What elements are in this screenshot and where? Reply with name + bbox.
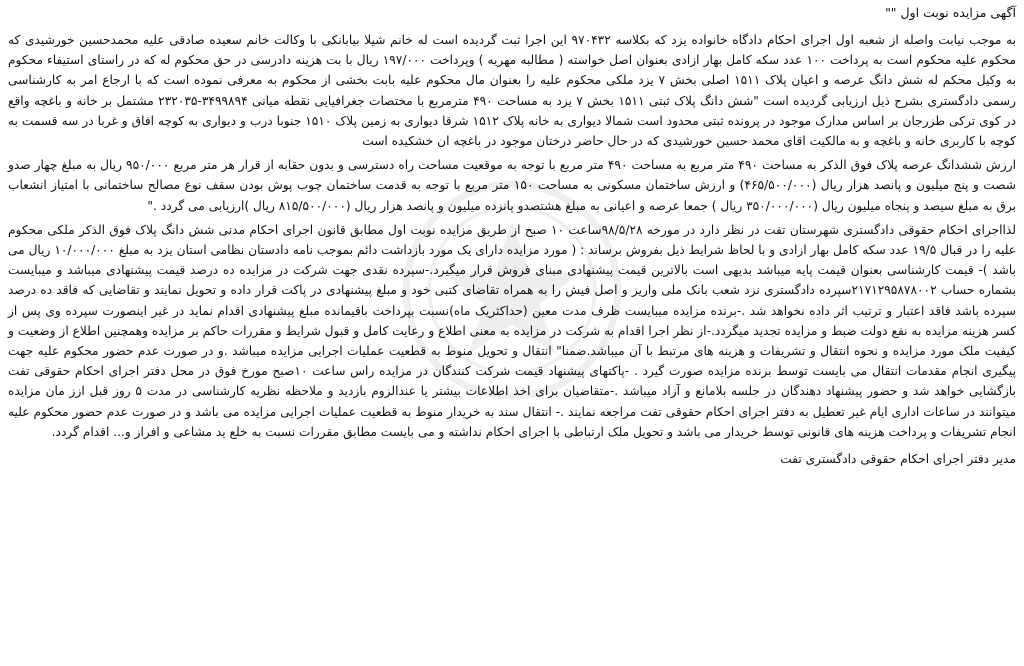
notice-paragraph-auction-terms: لذااجرای احکام حقوقی دادگستری شهرستان تفت در نظر دارد در مورخه ۹۸/۵/۲۸ساعت ۱۰ صبح از طریق مزایده نوبت اول مطابق قانون اجرای احکام مدنی شش دانگ پلاک فوق الذکر ملکی محکوم علیه را در قبال ۱۹/۵ عدد سکه کامل بهار ازادی و با لحاظ شرایط ذیل بفروش برساند : ( مورد مزایده دارای یک مورد بازداشت دائم بموجب نامه دادستان نظامی استان یزد به مبلغ ۱۰/۰۰۰/۰۰۰ ریال می باشد )- قیمت کارشناسی بعنوان قیمت پایه میباشد بدیهی است بالاترین قیمت پیشنهادی مبنای فروش قرار میگیرد.-سپرده نقدی جهت شرکت در مزایده ده درصد قیمت پیشنهادی میباشد و میبایست بشماره حساب ۲۱۷۱۲۹۵۸۷۸۰۰۲سپرده دادگستری نزد شعب بانک ملی واریز و اصل فیش را به همراه تقاضای کتبی خود و مبلغ پیشنهادی در پاکت قرار داده و تحویل نمایند و تقاضایی که فاقد ده درصد سپرده باشد فاقد اعتبار و ترتیب اثر داده نخواهد شد .-برنده مزایده میبایست ظرف مدت معین (حداکثریک ماه)نسبت بپرداخت باقیمانده مبلغ پیشنهادی اقدام نماید در غیر اینصورت سپرده وی پس از کسر هزینه مزایده به نفع دولت ضبط و مزایده تجدید میگردد.-از نظر اجرا اقدام به شرکت در مزایده به معنی اطلاع و رعایت کامل و قبول شرایط و مقررات حاکم بر مزایده وهمچنین اطلاع از وضعیت و کیفیت ملک مورد مزایده و نحوه انتقال و تشریفات و هزینه های مرتبط با آن میباشد.ضمنا" انتقال و تحویل منوط به قطعیت عملیات اجرایی مزایده میباشد .و در صورت عدم حضور محکوم علیه جهت پیگیری انجام مقدمات انتقال می بایست توسط برنده مزایده صورت گیرد . -پاکتهای پیشنهاد قیمت شرکت کنندگان در مزایده راس ساعت ۱۰صبح مورخ فوق در محل دفتر اجرای احکام حقوقی تفت بازگشایی خواهد شد و حضور پیشنهاد دهندگان در جلسه بلامانع و آزاد میباشد .-متقاضیان برای اخذ اطلاعات بیشتر یا عندالزوم بازدید و ملاحظه نظریه کارشناسی در مدت ۵ روز قبل ازز مان مزایده میتوانند در ساعات اداری ایام غیر تعطیل به دفتر اجرای احکام حقوقی تفت مراجعه نمایند .- انتقال سند به خریدار منوط به قطعیت عملیات اجرایی مزایده می باشد و در صورت عدم حضور محکوم علیه انجام تشریفات و پرداخت هزینه های قانونی توسط خریدار می باشد و تحویل ملک ارتباطی با اجرای احکام نداشته و می بایست مطابق مقررات نسبت به خلع ید مشاعی و افراز و... اقدام گردد. — [8, 222, 1017, 439]
notice-title: آگهی مزایده نوبت اول "" — [885, 5, 1016, 20]
notice-signature: مدیر دفتر اجرای احکام حقوقی دادگستری تفت — [780, 452, 1016, 467]
notice-paragraph-case: به موجب نیابت واصله از شعبه اول اجرای احکام دادگاه خانواده یزد که بکلاسه ۹۷۰۴۳۲ این اجرا ثبت گردیده است له خانم شیلا بیابانکی با وکالت خانم سعیده صادقی علیه محمدحسین خورشیدی که محکوم علیه محکوم است به پرداخت ۱۰۰ عدد سکه کامل بهار ازادی بعنوان اصل خواسته ( مطالبه مهریه ) وپرداخت ۱۹۷/۰۰۰ ریال با بت هزینه دادرسی در حق محکوم له که در راستای استیفاء محکوم به وکیل محکم له شش دانگ عرصه و اعیان پلاک ۱۵۱۱ اصلی بخش ۷ یزد ملکی محکوم علیه را بعنوان مال محکوم علیه بابت بخشی از محکوم به معرفی نموده است که با ارجاع امر به کارشناسی رسمی دادگستری بشرح ذیل ارزیابی گردیده است "شش دانگ پلاک ثبتی ۱۵۱۱ بخش ۷ یزد به مساحت ۴۹۰ مترمربع با مختصات جغرافیایی نقطه میانی ۳۴۹۹۸۹۴-۲۳۲۰۳۵ مشتمل بر خانه و باغچه واقع در کوی ترکی طزرجان بر اساس مدارک موجود در پرونده ثبتی محدود است شمالا دیواری به خانه پلاک ۱۵۱۲ شرقا دیواری به زمین پلاک ۱۵۱۰ جنوبا درب و دیواری به کوچه افاق و غربا در سه قسمت به کوچه با کاربری خانه و باغچه و به مالکیت اقای محمد حسین خورشیدی که در حال حاضر درختان موجود در باغچه ان خشکیده است — [8, 33, 1017, 149]
notice-paragraph-valuation: ارزش ششدانگ عرصه پلاک فوق الذکر به مساحت ۴۹۰ متر مربع به مساحت ۴۹۰ متر مربع با توجه به موقعیت مساحت راه دسترسی و بدون حقابه از قرار هر متر مربع ۹۵۰/۰۰۰ ریال به مبلغ چهار صدو شصت و پنج میلیون و پانصد هزار ریال (۴۶۵/۵۰۰/۰۰۰) و ارزش ساختمان مسکونی به مساحت ۱۵۰ متر مربع با توجه به قدمت ساختمان چوب پوش بودن سقف نوع مصالح ساختمانی با امتیاز انشعاب برق به مبلغ سیصد و پنجاه میلیون ریال (۳۵۰/۰۰۰/۰۰۰ ریال ) جمعا عرصه و اعیانی به مبلغ هشتصدو پانزده میلیون و پانصد هزار ریال (۸۱۵/۵۰۰/۰۰۰ ریال )ارزیابی می گردد ." — [8, 158, 1016, 213]
